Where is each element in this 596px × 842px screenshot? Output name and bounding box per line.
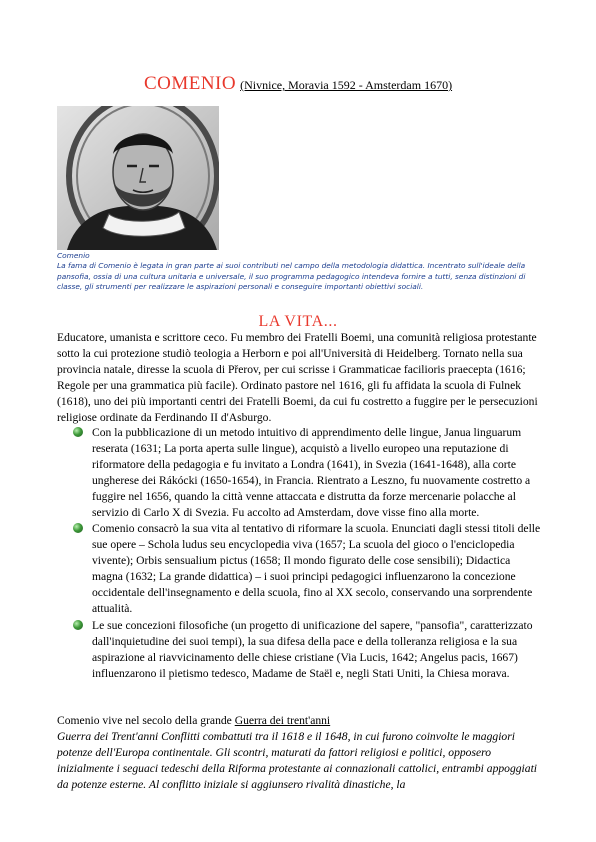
portrait-engraving bbox=[57, 106, 219, 250]
bottom-intro-line bbox=[57, 713, 547, 729]
thirty-years-war-definition: Guerra dei Trent'anni Conflitti combattuti tra il 1618 e il 1648, in cui furono coinvolte le maggiori potenze dell'Europa continentale. Gli scontri, maturati da fattori religiosi e politici, opposero inizialmente i seguaci tedeschi della Riforma protestante ai connazionali cattolici, entrambi appoggiati da potenze esterne. Al conflitto iniziale si aggiunsero rivalità dinastiche, la bbox=[57, 730, 538, 791]
title-subtitle: (Nivnice, Moravia 1592 - Amsterdam 1670) bbox=[240, 78, 453, 92]
intro-paragraph: Educatore, umanista e scrittore ceco. Fu membro dei Fratelli Boemi, una comunità religiosa protestante sotto la cui protezione studiò teologia a Herborn e poi all'Università di Heidelberg. Tornato nella sua provincia natale, diresse la scuola di Přerov, per cui scrisse i Grammaticae facilioris praecepta (1616; Regole per una grammatica più facile). Ordinato pastore nel 1616, gli fu affidata la scuola di Fulnek (1618), uno dei più importanti centri dei Fratelli Boemi, da cui fu costretto a fuggire per le persecuzioni religiose ordinate da Ferdinando II d'Asburgo. bbox=[57, 331, 538, 424]
page-title bbox=[0, 73, 596, 95]
caption-title: Comenio bbox=[57, 251, 90, 260]
green-bullet-icon bbox=[73, 427, 83, 437]
title-name: COMENIO bbox=[143, 73, 237, 94]
green-bullet-icon bbox=[73, 620, 83, 630]
bottom-lead-text: Comenio vive nel secolo della grande bbox=[57, 714, 235, 727]
portrait-image bbox=[57, 106, 219, 250]
thirty-years-war-link[interactable]: Guerra dei trent'anni bbox=[234, 714, 331, 727]
portrait-caption bbox=[57, 251, 539, 293]
bullet-text: Comenio consacrò la sua vita al tentativo di riformare la scuola. Enunciati dagli stessi titoli delle sue opere – Schola ludus seu encyclopedia viva (1657; La scuola del gioco o l'enciclopedia vivente); Orbis sensualium pictus (1658; Il mondo figurato delle cose sensibili); Didactica magna (1632; La grande didattica) – i suoi principi pedagogici influenzarono la concezione occidentale dell'insegnamento e della scuola, fino al XX secolo, conservando una sorprendente attualità. bbox=[92, 522, 541, 615]
caption-text: La fama di Comenio è legata in gran parte ai suoi contributi nel campo della metodologia didattica. Incentrato sull'ideale della pansofia, ossia di una cultura unitaria e universale, il suo programma pedagogico intendeva fornire a tutti, senza distinzioni di classe, gli strumenti per realizzare le aspirazioni personali e conseguire importanti obiettivi sociali. bbox=[57, 261, 526, 292]
section-title: LA VITA... bbox=[258, 313, 338, 330]
bullet-text: Le sue concezioni filosofiche (un progetto di unificazione del sapere, "pansofia", caratterizzato dall'inquietudine dei suoi tempi), la sua difesa della pace e della tolleranza religiosa e la sua aspirazione al riavvicinamento delle chiese cristiane (Via Lucis, 1642; Angelus pacis, 1667) influenzarono il pietismo tedesco, Madame de Staël e, negli Stati Uniti, la Chiesa morava. bbox=[92, 619, 533, 680]
bullet-text: Con la pubblicazione di un metodo intuitivo di apprendimento delle lingue, Janua linguarum reserata (1631; La porta aperta sulle lingue), acquistò a livello europeo una reputazione di riformatore della pedagogia e fu invitato a Londra (1641), in Svezia (1641-1648), alla corte ungherese dei Rákócki (1650-1654), in Francia. Rientrato a Leszno, fu nuovamente costretto a fuggire nel 1656, quando la città venne attaccata e distrutta da forze mercenarie polacche al servizio di Carlo X di Svezia. Fu accolto ad Amsterdam, dove visse fino alla morte. bbox=[92, 426, 531, 519]
green-bullet-icon bbox=[73, 523, 83, 533]
